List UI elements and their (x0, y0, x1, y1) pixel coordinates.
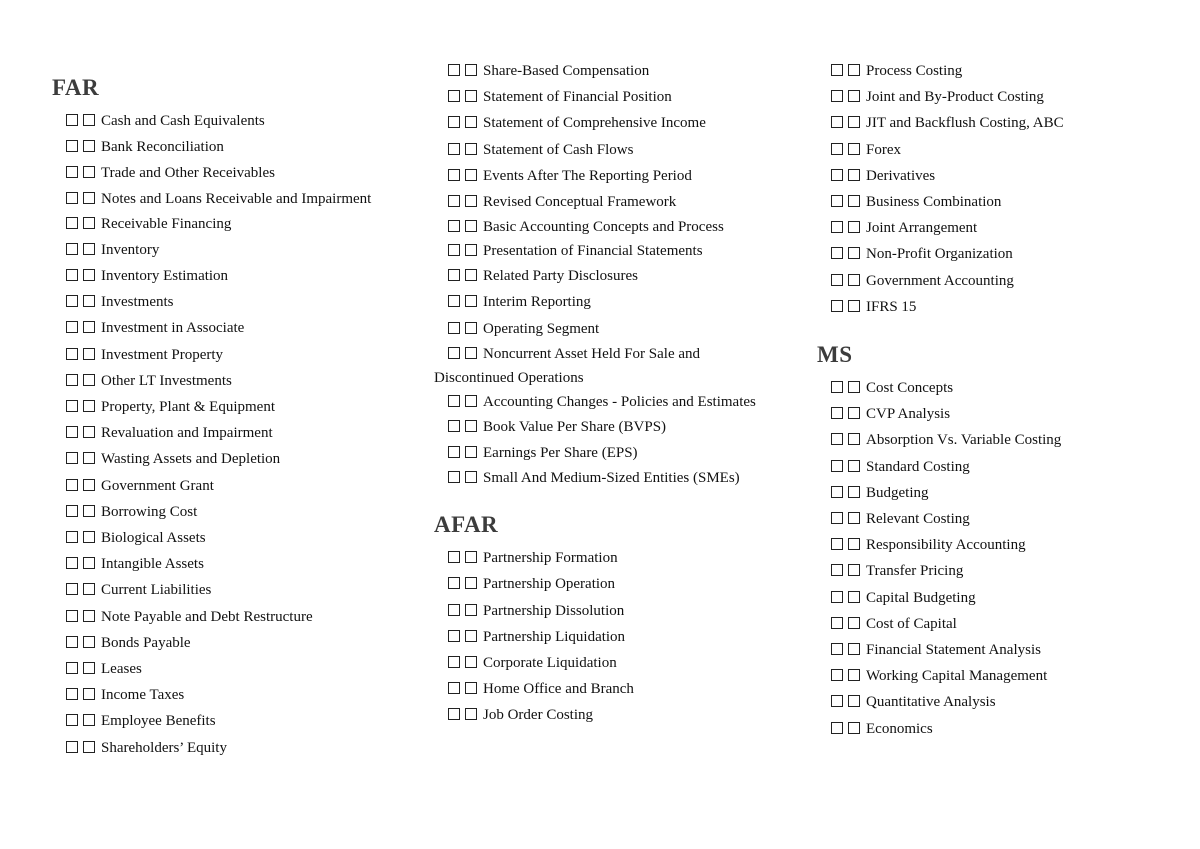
checkbox-icon[interactable] (465, 269, 477, 281)
checkbox-icon[interactable] (83, 479, 95, 491)
checklist-item (817, 84, 1162, 110)
checklist-item-label: Property, Plant & Equipment (101, 399, 276, 416)
checkbox-icon[interactable] (66, 636, 78, 648)
checklist-item-label: Trade and Other Receivables (101, 165, 275, 182)
checklist-item (817, 58, 1162, 84)
checklist-item (817, 637, 1162, 663)
checklist-item (52, 499, 397, 525)
checklist-item (52, 708, 397, 734)
checklist-item (434, 440, 779, 466)
checkbox-icon[interactable] (848, 143, 860, 155)
checkbox-icon[interactable] (448, 322, 460, 334)
checkbox-icon[interactable] (848, 643, 860, 655)
checklist-item (52, 420, 397, 446)
checkbox-icon[interactable] (83, 610, 95, 622)
checklist-item-label: Small And Medium-Sized Entities (SMEs) (483, 470, 740, 487)
checklist-item-label: Receivable Financing (101, 215, 232, 232)
checkbox-icon[interactable] (465, 90, 477, 102)
checklist-item (52, 368, 397, 394)
checklist-item-label: Basic Accounting Concepts and Process (483, 219, 724, 236)
checkbox-icon[interactable] (465, 656, 477, 668)
checkbox-icon[interactable] (448, 295, 460, 307)
checkbox-icon[interactable] (465, 220, 477, 232)
checkbox-icon[interactable] (848, 407, 860, 419)
checkbox-icon[interactable] (66, 166, 78, 178)
checkbox-icon[interactable] (448, 420, 460, 432)
checkbox-icon[interactable] (66, 321, 78, 333)
checklist-item-label: Partnership Liquidation (483, 628, 626, 645)
checklist-item-label: Cash and Cash Equivalents (101, 113, 265, 129)
checkbox-icon[interactable] (831, 591, 843, 603)
checkbox-icon[interactable] (448, 682, 460, 694)
checklist-item (817, 427, 1162, 453)
checklist-item-label: Employee Benefits (101, 713, 216, 730)
checklist-item-label: Bank Reconciliation (101, 139, 224, 156)
ms-list (817, 375, 1162, 742)
checkbox-icon[interactable] (83, 374, 95, 386)
checkbox-icon[interactable] (83, 505, 95, 517)
checklist-item-label: Derivatives (866, 167, 936, 184)
checklist-item-label: Current Liabilities (101, 582, 212, 599)
checklist-item (434, 545, 779, 571)
checklist-item (817, 375, 1162, 401)
far-continued-list (434, 58, 779, 490)
checkbox-icon[interactable] (848, 460, 860, 472)
checklist-item-label: Home Office and Branch (483, 681, 634, 698)
checkbox-icon[interactable] (831, 407, 843, 419)
checkbox-icon[interactable] (831, 460, 843, 472)
checklist-item (52, 525, 397, 551)
checklist-item (52, 551, 397, 577)
checkbox-icon[interactable] (66, 217, 78, 229)
checklist-item-label: Earnings Per Share (EPS) (483, 445, 638, 462)
checklist-item-label: Responsibility Accounting (866, 537, 1026, 554)
checkbox-icon[interactable] (831, 195, 843, 207)
checklist-item (817, 137, 1162, 163)
checkbox-icon[interactable] (831, 169, 843, 181)
checkbox-icon[interactable] (465, 195, 477, 207)
checkbox-icon[interactable] (66, 114, 78, 126)
checklist-item (434, 137, 779, 163)
checklist-item (817, 480, 1162, 506)
checkbox-icon[interactable] (448, 195, 460, 207)
checklist-item (434, 84, 779, 110)
checklist-item-label: Wasting Assets and Depletion (101, 451, 281, 468)
checkbox-icon[interactable] (848, 116, 860, 128)
checklist-item-label: Partnership Operation (483, 576, 616, 593)
checkbox-icon[interactable] (448, 169, 460, 181)
checklist-item (52, 394, 397, 420)
checkbox-icon[interactable] (465, 630, 477, 642)
checkbox-icon[interactable] (848, 64, 860, 76)
checklist-item-label: Noncurrent Asset Held For Sale and Discontinued Operations (434, 345, 701, 386)
checklist-item (52, 289, 397, 315)
checklist-item-label: Biological Assets (101, 530, 206, 547)
checkbox-icon[interactable] (83, 583, 95, 595)
checkbox-icon[interactable] (848, 617, 860, 629)
checklist-item-label: Transfer Pricing (866, 563, 964, 580)
checkbox-icon[interactable] (831, 274, 843, 286)
checklist-item-label: Government Grant (101, 477, 214, 494)
checkbox-icon[interactable] (465, 577, 477, 589)
checkbox-icon[interactable] (66, 426, 78, 438)
checklist-item-label: IFRS 15 (866, 298, 917, 315)
afar-list (434, 545, 779, 728)
checklist-item (434, 598, 779, 624)
checklist-item (817, 532, 1162, 558)
checkbox-icon[interactable] (66, 243, 78, 255)
checklist-item (434, 466, 779, 490)
checklist-item-label: Non-Profit Organization (866, 246, 1013, 263)
checkbox-icon[interactable] (848, 274, 860, 286)
checkbox-icon[interactable] (83, 114, 95, 126)
column-2 (434, 58, 779, 729)
checklist-item (817, 663, 1162, 689)
checkbox-icon[interactable] (83, 531, 95, 543)
checkbox-icon[interactable] (448, 64, 460, 76)
checklist-item-label: Business Combination (866, 194, 1002, 211)
checklist-item-label: Note Payable and Debt Restructure (101, 608, 313, 625)
checklist-item (52, 342, 397, 368)
checkbox-icon[interactable] (66, 741, 78, 753)
checkbox-icon[interactable] (831, 247, 843, 259)
checklist-item-label: JIT and Backflush Costing, ABC (866, 115, 1064, 132)
checkbox-icon[interactable] (66, 583, 78, 595)
checkbox-icon[interactable] (448, 708, 460, 720)
checklist-item (52, 630, 397, 656)
ms-heading: MS (817, 342, 853, 368)
checkbox-icon[interactable] (66, 400, 78, 412)
checkbox-icon[interactable] (448, 269, 460, 281)
checkbox-icon[interactable] (831, 695, 843, 707)
far-list (52, 108, 397, 761)
checklist-item (52, 577, 397, 603)
checkbox-icon[interactable] (66, 374, 78, 386)
checkbox-icon[interactable] (448, 244, 460, 256)
checkbox-icon[interactable] (848, 591, 860, 603)
checkbox-icon[interactable] (66, 557, 78, 569)
checkbox-icon[interactable] (848, 564, 860, 576)
checkbox-icon[interactable] (83, 295, 95, 307)
checklist-item-label: Related Party Disclosures (483, 268, 638, 285)
checkbox-icon[interactable] (448, 347, 460, 359)
checklist-item-label: Statement of Financial Position (483, 89, 672, 106)
checklist-item-label: Cost Concepts (866, 380, 954, 397)
checkbox-icon[interactable] (465, 420, 477, 432)
checklist-item-label: Forex (866, 141, 901, 158)
checkbox-icon[interactable] (831, 512, 843, 524)
checklist-item (434, 650, 779, 676)
checkbox-icon[interactable] (83, 192, 95, 204)
checkbox-icon[interactable] (831, 300, 843, 312)
checklist-item (817, 689, 1162, 715)
checkbox-icon[interactable] (448, 604, 460, 616)
checkbox-icon[interactable] (831, 564, 843, 576)
checkbox-icon[interactable] (831, 90, 843, 102)
afar-heading: AFAR (434, 512, 499, 538)
checkbox-icon[interactable] (465, 143, 477, 155)
checkbox-icon[interactable] (848, 221, 860, 233)
checkbox-icon[interactable] (66, 192, 78, 204)
checkbox-icon[interactable] (465, 708, 477, 720)
checklist-item-label: Leases (101, 661, 142, 678)
checklist-item-label: Shareholders’ Equity (101, 739, 227, 756)
checkbox-icon[interactable] (848, 381, 860, 393)
checkbox-icon[interactable] (831, 486, 843, 498)
checklist-item-label: CVP Analysis (866, 406, 951, 423)
checkbox-icon[interactable] (83, 557, 95, 569)
checklist-item (52, 735, 397, 761)
checklist-item-label: Corporate Liquidation (483, 655, 617, 672)
column-1 (52, 56, 397, 761)
checklist-item-label: Process Costing (866, 63, 963, 79)
checklist-item (52, 446, 397, 472)
checkbox-icon[interactable] (831, 538, 843, 550)
checkbox-icon[interactable] (831, 64, 843, 76)
checkbox-icon[interactable] (848, 169, 860, 181)
checklist-item-label: Investment Property (101, 346, 224, 363)
checkbox-icon[interactable] (83, 269, 95, 281)
checkbox-icon[interactable] (848, 669, 860, 681)
checklist-item-label: Partnership Formation (483, 550, 618, 567)
checkbox-icon[interactable] (848, 247, 860, 259)
checklist-item-label: Notes and Loans Receivable and Impairment (101, 190, 372, 207)
checkbox-icon[interactable] (448, 446, 460, 458)
checkbox-icon[interactable] (83, 662, 95, 674)
checkbox-icon[interactable] (465, 682, 477, 694)
checklist-item (817, 268, 1162, 294)
checklist-item (52, 473, 397, 499)
checkbox-icon[interactable] (83, 166, 95, 178)
checkbox-icon[interactable] (83, 217, 95, 229)
checklist-item (434, 702, 779, 728)
checkbox-icon[interactable] (448, 577, 460, 589)
checkbox-icon[interactable] (465, 604, 477, 616)
checklist-item-label: Book Value Per Share (BVPS) (483, 418, 667, 435)
checklist-item-label: Budgeting (866, 484, 929, 501)
checklist-item (434, 215, 779, 239)
checkbox-icon[interactable] (66, 479, 78, 491)
checklist-item-label: Other LT Investments (101, 372, 232, 389)
checklist-item (434, 239, 779, 263)
checkbox-icon[interactable] (448, 395, 460, 407)
checkbox-icon[interactable] (465, 395, 477, 407)
checkbox-icon[interactable] (465, 471, 477, 483)
checklist-item (817, 716, 1162, 742)
checkbox-icon[interactable] (66, 662, 78, 674)
afar-continued-list (817, 58, 1162, 320)
checkbox-icon[interactable] (831, 143, 843, 155)
checkbox-icon[interactable] (848, 722, 860, 734)
checkbox-icon[interactable] (66, 688, 78, 700)
checklist-item-label: Bonds Payable (101, 634, 191, 651)
checklist-item (434, 289, 779, 315)
checkbox-icon[interactable] (66, 140, 78, 152)
checkbox-icon[interactable] (831, 221, 843, 233)
checklist-item-label: Joint Arrangement (866, 220, 978, 237)
checkbox-icon[interactable] (465, 551, 477, 563)
checklist-item (817, 163, 1162, 189)
checkbox-icon[interactable] (831, 617, 843, 629)
checkbox-icon[interactable] (848, 300, 860, 312)
checkbox-icon[interactable] (848, 486, 860, 498)
checkbox-icon[interactable] (83, 714, 95, 726)
checkbox-icon[interactable] (448, 551, 460, 563)
checklist-item-label: Government Accounting (866, 272, 1014, 289)
checklist-item-label: Intangible Assets (101, 556, 204, 573)
checklist-item-label: Accounting Changes - Policies and Estimates (483, 393, 756, 410)
checklist-item (817, 241, 1162, 267)
checklist-item-label: Revaluation and Impairment (101, 425, 273, 442)
checklist-item (52, 134, 397, 160)
checklist-item (434, 189, 779, 215)
checklist-item (52, 315, 397, 341)
checkbox-icon[interactable] (83, 426, 95, 438)
checklist-item (434, 414, 779, 440)
checklist-item-label: Financial Statement Analysis (866, 642, 1041, 659)
checkbox-icon[interactable] (848, 538, 860, 550)
checklist-item (817, 215, 1162, 241)
checklist-item-label: Borrowing Cost (101, 503, 198, 520)
checkbox-icon[interactable] (465, 322, 477, 334)
checklist-item (52, 604, 397, 630)
checkbox-icon[interactable] (465, 347, 477, 359)
checkbox-icon[interactable] (448, 220, 460, 232)
checklist-item-label: Inventory (101, 241, 160, 258)
checklist-item-label: Events After The Reporting Period (483, 167, 692, 184)
checkbox-icon[interactable] (83, 243, 95, 255)
checklist-item (434, 58, 779, 84)
checklist-item-label: Joint and By-Product Costing (866, 89, 1044, 106)
checklist-item-label: Interim Reporting (483, 294, 591, 311)
checklist-item-label: Income Taxes (101, 687, 185, 704)
checkbox-icon[interactable] (831, 381, 843, 393)
checkbox-icon[interactable] (848, 90, 860, 102)
checklist-item (817, 454, 1162, 480)
checklist-item-label: Job Order Costing (483, 707, 593, 724)
checklist-item (52, 108, 397, 134)
checklist-item (52, 187, 397, 211)
checklist-item-label: Statement of Comprehensive Income (483, 115, 706, 132)
checkbox-icon[interactable] (83, 688, 95, 700)
checkbox-icon[interactable] (465, 295, 477, 307)
checklist-item-label: Revised Conceptual Framework (483, 194, 677, 211)
column-3 (817, 58, 1162, 742)
checklist-item-label: Statement of Cash Flows (483, 141, 634, 158)
checkbox-icon[interactable] (66, 348, 78, 360)
checklist-item-label: Capital Budgeting (866, 589, 976, 606)
checkbox-icon[interactable] (83, 636, 95, 648)
checkbox-icon[interactable] (831, 643, 843, 655)
checkbox-icon[interactable] (66, 531, 78, 543)
checklist-item (817, 585, 1162, 611)
checklist-item-label: Working Capital Management (866, 668, 1048, 685)
checkbox-icon[interactable] (448, 143, 460, 155)
checkbox-icon[interactable] (83, 452, 95, 464)
checklist-item (52, 237, 397, 263)
checkbox-icon[interactable] (66, 505, 78, 517)
checklist-item (817, 611, 1162, 637)
checklist-item (817, 558, 1162, 584)
checkbox-icon[interactable] (66, 610, 78, 622)
checklist-item-label: Economics (866, 720, 933, 737)
far-heading: FAR (52, 75, 100, 100)
checklist-item (434, 571, 779, 597)
checklist-item-label: Standard Costing (866, 458, 970, 475)
checkbox-icon[interactable] (66, 295, 78, 307)
checklist-item-label: Cost of Capital (866, 615, 957, 632)
checkbox-icon[interactable] (66, 452, 78, 464)
checklist-item (434, 110, 779, 136)
checklist-item-label: Relevant Costing (866, 511, 970, 528)
checklist-item-label: Partnership Dissolution (483, 602, 625, 619)
checklist-item-label: Inventory Estimation (101, 268, 229, 285)
checkbox-icon[interactable] (848, 195, 860, 207)
checklist-item (434, 342, 779, 390)
checklist-item-label: Investment in Associate (101, 320, 245, 337)
checklist-item (434, 390, 779, 414)
checklist-item (52, 160, 397, 186)
checkbox-icon[interactable] (831, 669, 843, 681)
checkbox-icon[interactable] (66, 714, 78, 726)
checkbox-icon[interactable] (83, 741, 95, 753)
checkbox-icon[interactable] (831, 116, 843, 128)
checkbox-icon[interactable] (465, 64, 477, 76)
checkbox-icon[interactable] (448, 116, 460, 128)
checklist-item (52, 211, 397, 237)
checklist-item (817, 189, 1162, 215)
checklist-item (434, 316, 779, 342)
checklist-item (434, 624, 779, 650)
checklist-item (817, 506, 1162, 532)
checklist-item-label: Quantitative Analysis (866, 694, 996, 711)
checkbox-icon[interactable] (448, 630, 460, 642)
checkbox-icon[interactable] (831, 433, 843, 445)
checklist-item (52, 263, 397, 289)
checkbox-icon[interactable] (448, 90, 460, 102)
checklist-item (52, 682, 397, 708)
checklist-item (434, 163, 779, 189)
checklist-item (817, 294, 1162, 320)
checkbox-icon[interactable] (848, 512, 860, 524)
checkbox-icon[interactable] (465, 116, 477, 128)
checkbox-icon[interactable] (465, 446, 477, 458)
checkbox-icon[interactable] (448, 471, 460, 483)
checklist-item (817, 401, 1162, 427)
checklist-item-label: Investments (101, 294, 174, 311)
checklist-item-label: Presentation of Financial Statements (483, 243, 703, 260)
checkbox-icon[interactable] (83, 140, 95, 152)
checklist-item-label: Absorption Vs. Variable Costing (866, 432, 1062, 449)
checkbox-icon[interactable] (66, 269, 78, 281)
checklist-item-label: Share-Based Compensation (483, 63, 650, 79)
checkbox-icon[interactable] (448, 656, 460, 668)
checklist-item (434, 676, 779, 702)
checkbox-icon[interactable] (83, 400, 95, 412)
checkbox-icon[interactable] (465, 244, 477, 256)
checkbox-icon[interactable] (83, 348, 95, 360)
checklist-item (434, 263, 779, 289)
checkbox-icon[interactable] (83, 321, 95, 333)
checkbox-icon[interactable] (848, 695, 860, 707)
checklist-item (817, 110, 1162, 136)
checklist-item-label: Operating Segment (483, 320, 600, 337)
checkbox-icon[interactable] (465, 169, 477, 181)
checklist-item (52, 656, 397, 682)
checkbox-icon[interactable] (848, 433, 860, 445)
checkbox-icon[interactable] (831, 722, 843, 734)
